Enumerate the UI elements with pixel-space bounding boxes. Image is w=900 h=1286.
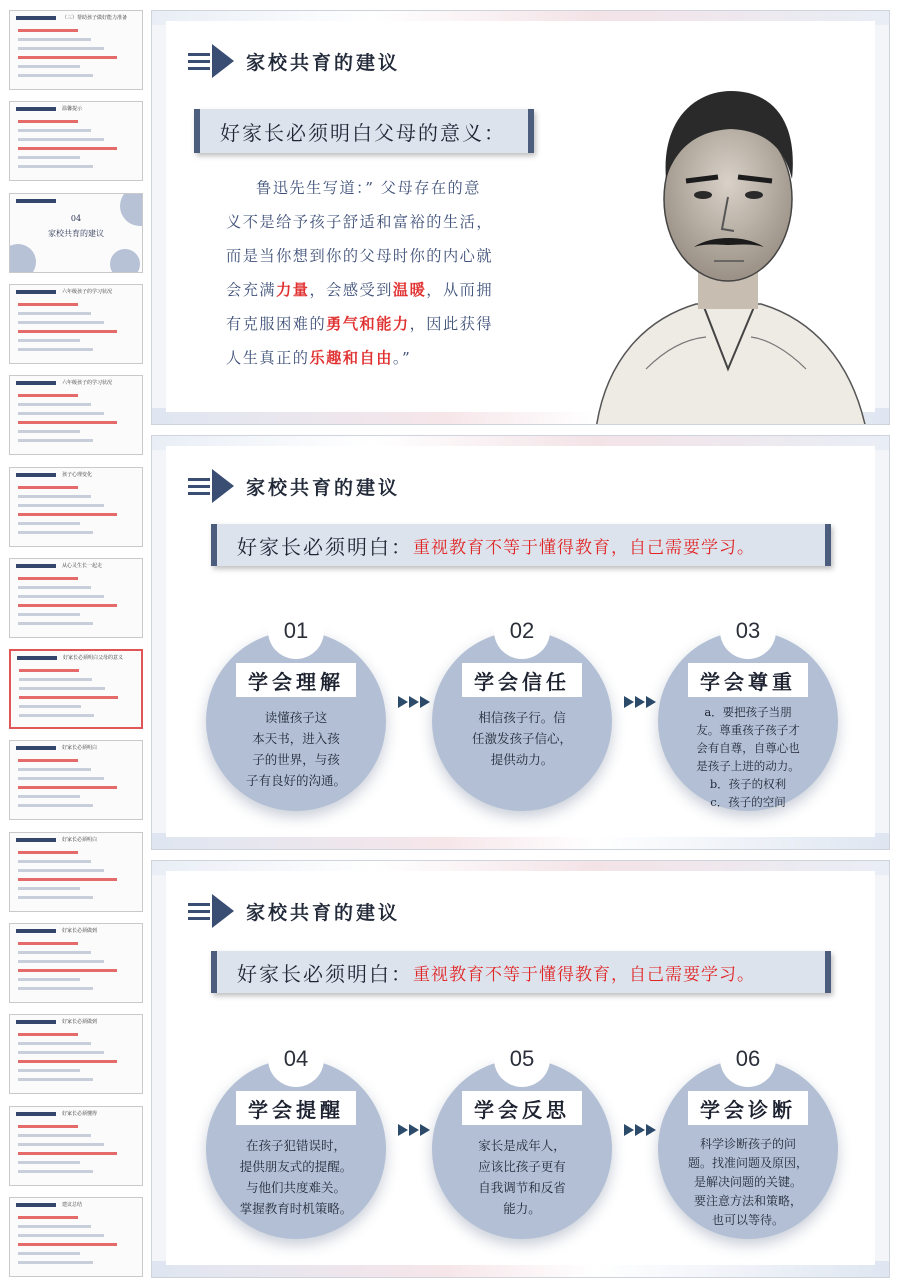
double-arrow-icon [624,1124,658,1136]
banner [211,951,831,993]
thumbnail-title: 六年级孩子的学习状况 [62,380,113,387]
slide-thumbnail[interactable] [9,193,143,273]
banner [194,109,534,153]
thumbnail-title: （三）帮助孩子做好能力准备 [62,15,128,21]
slide-thumbnail-panel[interactable] [0,0,150,1286]
card-reflect [432,1046,612,1239]
slide-thumbnail[interactable] [9,1014,143,1094]
quote-line: 有克服困难的勇气和能力，因此获得 [226,315,493,333]
thumbnail-number: 04 [70,213,82,223]
highlight-warmth: 温暖 [392,281,427,299]
thumbnail-title: 家校共育的建议 [48,228,104,238]
card-description: a．要把孩子当朋 友。尊重孩子孩子才 会有自尊，自尊心也 是孩子上进的动力。 b．孩子的权利 c．孩子的空间 [696,705,800,809]
card-understand [206,618,386,811]
card-title: 学会提醒 [236,1091,356,1125]
bars-icon [188,476,210,496]
slide-thumbnail[interactable] [9,10,143,90]
quote-line: 义不是给予孩子舒适和富裕的生活， [226,213,493,231]
slide-thumbnail[interactable] [9,740,143,820]
card-respect [658,618,838,811]
section-header [188,468,400,504]
slide-thumbnail[interactable] [9,101,143,181]
thumbnail-title: 好家长必须明白父母的意义 [63,655,124,662]
chevron-right-icon [212,44,234,78]
card-trust [432,618,612,811]
card-description: 读懂孩子这 本天书，进入孩 子的世界，与孩 子有良好的沟通。 [245,710,346,788]
card-number: 06 [720,1031,776,1087]
slide-thumbnail[interactable] [9,1106,143,1186]
section-title: 家校共育的建议 [246,476,401,499]
section-title: 家校共育的建议 [246,901,401,924]
slide-thumbnail[interactable] [9,923,143,1003]
card-title: 学会尊重 [688,663,808,697]
slide-thumbnail[interactable] [9,284,143,364]
banner [211,524,831,566]
card-diagnose [658,1046,838,1239]
highlight-joy-freedom: 乐趣和自由 [309,349,393,367]
card-number: 03 [720,603,776,659]
thumbnail-title: 从心灵生长一起走 [62,562,103,569]
card-number: 01 [268,603,324,659]
slide-learning-4-6[interactable] [151,860,890,1278]
thumbnail-title: 好家长必须做到 [62,1019,98,1026]
slide-thumbnail[interactable] [9,1197,143,1277]
card-description: 科学诊断孩子的问 题。找准问题及原因， 是解决问题的关键。 要注意方法和策略， 也可以等待。 [687,1137,808,1227]
thumbnail-title: 好家长必须懂得 [62,1110,98,1117]
banner-text: 好家长必须明白： [237,961,413,986]
highlight-courage: 勇气和能力 [326,315,410,333]
chevron-right-icon [212,469,234,503]
section-title: 家校共育的建议 [246,51,401,74]
card-number: 05 [494,1031,550,1087]
thumbnail-title: 好家长必须明白 [62,836,98,843]
slide-thumbnail[interactable] [9,467,143,547]
banner-text: 好家长必须明白父母的意义： [220,120,506,145]
banner-highlight: 重视教育不等于懂得教育，自己需要学习。 [413,964,755,985]
double-arrow-icon [398,1124,432,1136]
slide-thumbnail[interactable] [9,649,143,729]
slide-learning-1-3[interactable] [151,435,890,850]
card-number: 04 [268,1031,324,1087]
slide-thumbnail[interactable] [9,375,143,455]
card-title: 学会信任 [462,663,582,697]
section-header [188,43,400,79]
bars-icon [188,51,210,71]
slide-lu-xun-quote[interactable] [151,10,890,425]
banner-highlight: 重视教育不等于懂得教育，自己需要学习。 [413,537,755,558]
card-description: 相信孩子行。信 任激发孩子信心， 提供动力。 [471,710,572,767]
thumbnail-title: 好家长必须做到 [62,928,98,934]
highlight-strength: 力量 [276,281,310,299]
card-title: 学会反思 [462,1091,582,1125]
card-title: 学会诊断 [688,1091,808,1125]
card-number: 02 [494,603,550,659]
thumbnail-title: 六年级孩子的学习状况 [62,288,113,295]
thumbnail-title: 建议总结 [62,1201,83,1208]
banner-text: 好家长必须明白： [237,534,413,559]
bars-icon [188,901,210,921]
quote-line: 而是当你想到你的父母时你的内心就 [226,247,493,265]
double-arrow-icon [624,696,658,708]
section-header [188,893,400,929]
card-description: 在孩子犯错误时， 提供朋友式的提醒。 与他们共度难关。 掌握教育时机策略。 [239,1138,353,1216]
lu-xun-portrait-icon [586,69,871,425]
card-remind [206,1046,386,1239]
slide-thumbnail[interactable] [9,558,143,638]
slide-thumbnail[interactable] [9,832,143,912]
thumbnail-title: 好家长必须明白 [62,745,98,752]
double-arrow-icon [398,696,432,708]
quote-line: 人生真正的乐趣和自由。” [226,349,412,367]
quote-paragraph [226,171,526,375]
quote-line: 鲁迅先生写道：” 父母存在的意 [256,179,481,197]
card-title: 学会理解 [236,663,356,697]
chevron-right-icon [212,894,234,928]
card-description: 家长是成年人， 应该比孩子更有 自我调节和反省 能力。 [478,1138,566,1216]
quote-line: 会充满力量，会感受到温暖，从而拥 [226,281,493,299]
thumbnail-title: 温馨提示 [62,106,83,113]
thumbnail-title: 孩子心理变化 [62,471,93,478]
